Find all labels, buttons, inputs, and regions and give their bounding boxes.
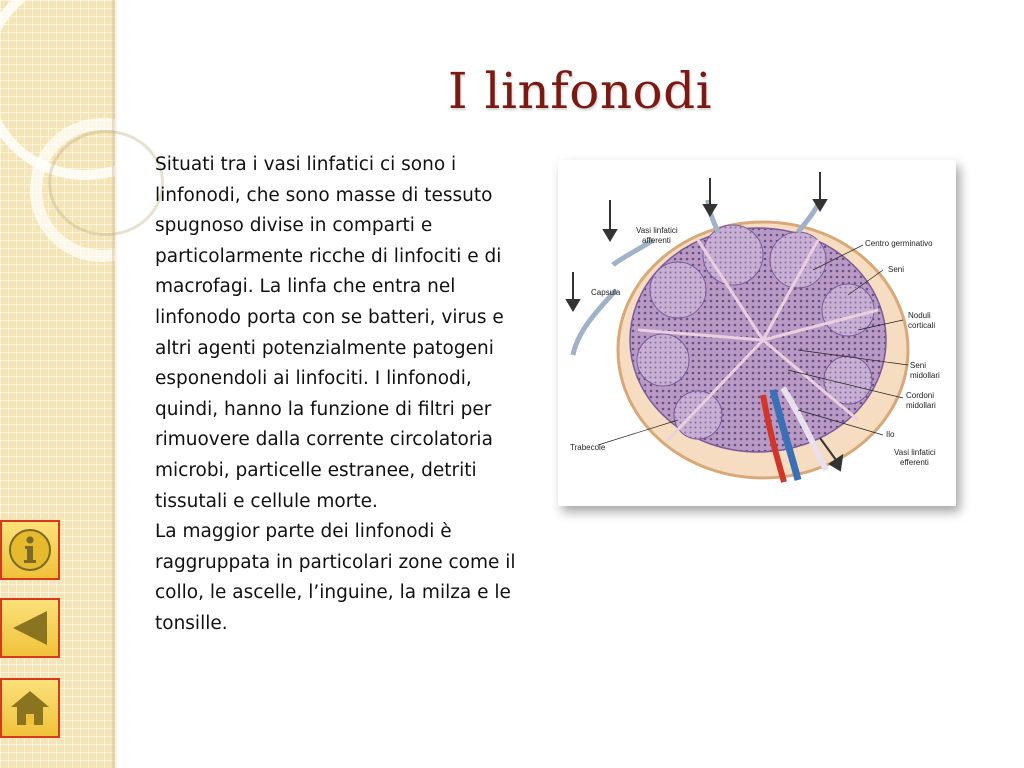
back-arrow-icon	[7, 605, 53, 651]
lymph-node-diagram	[558, 160, 956, 506]
slide-body	[155, 150, 535, 640]
lymph-node-illustration	[558, 160, 956, 506]
home-icon	[7, 685, 53, 731]
label-ilo: Ilo	[886, 430, 895, 439]
label-noduli: Noduli	[908, 311, 931, 320]
label-vasi-efferenti-2: efferenti	[900, 458, 929, 467]
label-vasi-afferenti-2: afferenti	[642, 236, 671, 245]
home-button[interactable]	[0, 678, 60, 738]
back-button[interactable]	[0, 598, 60, 658]
info-button[interactable]	[0, 520, 60, 580]
label-centro-germinativo: Centro germinativo	[865, 239, 933, 248]
body-paragraph: La maggior parte dei linfonodi è raggruppata in particolari zone come il collo, le ascelle, l’inguine, la milza e le tonsille.	[155, 521, 516, 634]
label-seni-midollari: Seni	[910, 361, 927, 370]
label-trabecole: Trabecole	[570, 443, 606, 452]
side-strip-shadow	[112, 0, 118, 768]
label-capsula: Capsula	[591, 288, 621, 297]
label-vasi-afferenti: Vasi linfatici	[636, 226, 678, 235]
label-vasi-efferenti: Vasi linfatici	[894, 448, 936, 457]
label-seni-midollari-2: midollari	[910, 371, 940, 380]
label-seni: Seni	[888, 265, 905, 274]
label-noduli-2: corticali	[908, 321, 936, 330]
body-paragraph: Situati tra i vasi linfatici ci sono i linfonodi, che sono masse di tessuto spugnoso divise in comparti e particolarmente ricche di linfociti e di macrofagi. La linfa che entra nel linfonodo porta con se batteri, virus e altri agenti potenzialmente patogeni esponendoli ai linfociti. I linfonodi, quindi, hanno la funzione di filtri per rimuovere dalla corrente circolatoria microbi, particelle estranee, detriti tissutali e cellule morte.	[155, 154, 504, 512]
decorative-circle	[48, 130, 164, 236]
label-cordoni: Cordoni	[906, 391, 935, 400]
label-cordoni-2: midollari	[906, 401, 936, 410]
slide-title: I linfonodi	[447, 62, 713, 120]
info-icon	[7, 527, 53, 573]
